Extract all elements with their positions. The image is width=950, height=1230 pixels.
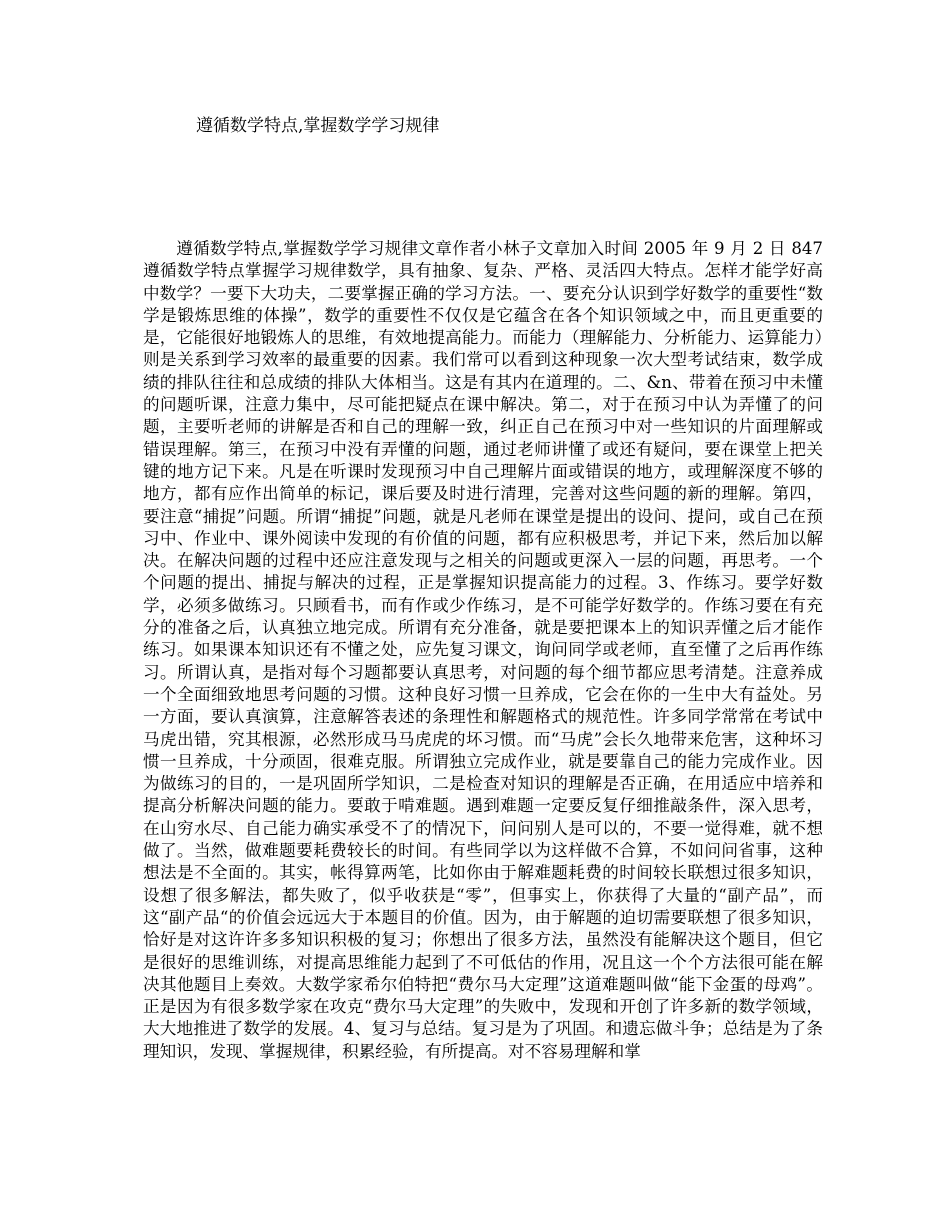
document-body-paragraph: 遵循数学特点,掌握数学学习规律文章作者小林子文章加入时间 2005 年 9 月 2 日 847 遵循数学特点掌握学习规律数学，具有抽象、复杂、严格、灵活四大特点。怎样才能学好高中数学？一要下大功夫，二要掌握正确的学习方法。一、要充分认识到学好数学的重要性“数学是锻炼思维的体操”，数学的重要性不仅仅是它蕴含在各个知识领域之中，而且更重要的是，它能很好地锻炼人的思维，有效地提高能力。而能力（理解能力、分析能力、运算能力）则是关系到学习效率的最重要的因素。我们常可以看到这种现象一次大型考试结束，数学成绩的排队往往和总成绩的排队大体相当。这是有其内在道理的。二、&n、带着在预习中未懂的问题听课，注意力集中，尽可能把疑点在课中解决。第二，对于在预习中认为弄懂了的问题，主要听老师的讲解是否和自己的理解一致，纠正自己在预习中对一些知识的片面理解或错误理解。第三，在预习中没有弄懂的问题，通过老师讲懂了或还有疑问，要在课堂上把关键的地方记下来。凡是在听课时发现预习中自己理解片面或错误的地方，或理解深度不够的地方，都有应作出简单的标记，课后要及时进行清理，完善对这些问题的新的理解。第四，要注意“捕捉”问题。所谓“捕捉”问题，就是凡老师在课堂是提出的设问、提问，或自己在预习中、作业中、课外阅读中发现的有价值的问题，都有应积极思考，并记下来，然后加以解决。在解决问题的过程中还应注意发现与之相关的问题或更深入一层的问题，再思考。一个个问题的提出、捕捉与解决的过程，正是掌握知识提高能力的过程。3、作练习。要学好数学，必须多做练习。只顾看书，而有作或少作练习，是不可能学好数学的。作练习要在有充分的准备之后，认真独立地完成。所谓有充分准备，就是要把课本上的知识弄懂之后才能作练习。如果课本知识还有不懂之处，应先复习课文，询问同学或老师，直至懂了之后再作练习。所谓认真，是指对每个习题都要认真思考，对问题的每个细节都应思考清楚。注意养成一个全面细致地思考问题的习惯。这种良好习惯一旦养成，它会在你的一生中大有益处。另一方面，要认真演算，注意解答表述的条理性和解题格式的规范性。许多同学常常在考试中马虎出错，究其根源，必然形成马马虎虎的坏习惯。而“马虎”会长久地带来危害，这种坏习惯一旦养成，十分顽固，很难克服。所谓独立完成作业，就是要靠自己的能力完成作业。因为做练习的目的，一是巩固所学知识，二是检查对知识的理解是否正确，在用适应中培养和提高分析解决问题的能力。要敢于啃难题。遇到难题一定要反复仔细推敲条件，深入思考，在山穷水尽、自己能力确实承受不了的情况下，问问别人是可以的，不要一觉得难，就不想做了。当然，做难题要耗费较长的时间。有些同学以为这样做不合算，不如问问省事，这种想法是不全面的。其实，帐得算两笔，比如你由于解难题耗费的时间较长联想过很多知识，设想了很多解法，都失败了，似乎收获是“零”，但事实上，你获得了大量的“副产品”，而这“副产品“的价值会远远大于本题目的价值。因为，由于解题的迫切需要联想了很多知识，恰好是对这许许多多知识积极的复习；你想出了很多方法，虽然没有能解决这个题目，但它是很好的思维训练，对提高思维能力起到了不可低估的作用，况且这一个个方法很可能在解决其他题目上奏效。大数学家希尔伯特把“费尔马大定理”这道难题叫做“能下金蛋的母鸡”。正是因为有很多数学家在攻克“费尔马大定理”的失败中，发现和开创了许多新的数学领域，大大地推进了数学的发展。4、复习与总结。复习是为了巩固。和遗忘做斗争；总结是为了条理知识，发现、掌握规律，积累经验，有所提高。对不容易理解和掌	[143, 239, 823, 1061]
document-title: 遵循数学特点,掌握数学学习规律	[196, 116, 440, 136]
